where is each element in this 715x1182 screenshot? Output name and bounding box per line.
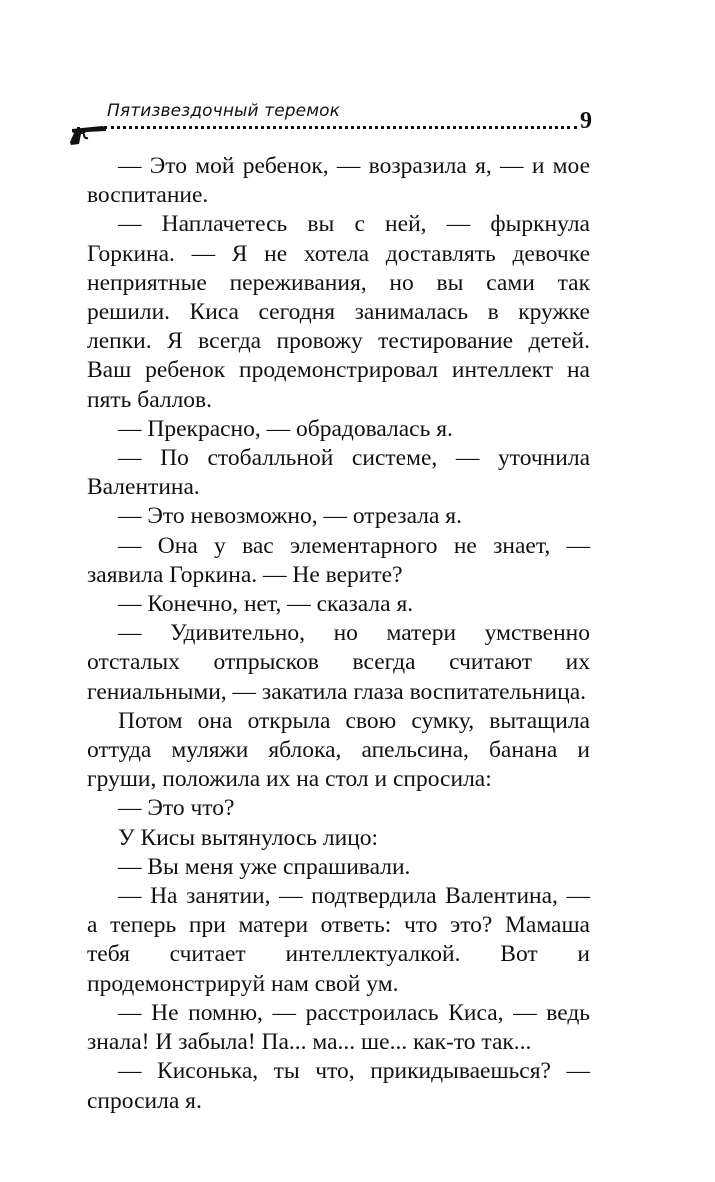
paragraph: У Кисы вытянулось лицо:: [118, 824, 379, 851]
paragraph: — Прекрасно, — обрадовалась я.: [118, 415, 453, 442]
paragraph: — Конечно, нет, — сказала я.: [118, 591, 414, 618]
page-number: 9: [580, 108, 592, 134]
paragraph: — Удивительно, но матери умственно отсталых отпрысков всегда считают их гениальными, — закатила глаза воспитательница.: [87, 620, 590, 705]
paragraph: — Она у вас элементарного не знает, — заявила Горкина. — Не верите?: [87, 532, 590, 588]
paragraph: — По стобалльной системе, — уточнила Валентина.: [87, 445, 590, 501]
paragraph: — Наплачетесь вы с ней, — фыркнула Горкина. — Я не хотела доставлять девочке неприятные переживания, но вы сами так решили. Киса сегодня занималась в кружке лепки. Я всегда провожу тестирование детей. Ваш ребенок продемонстрировал интеллект на пять баллов.: [87, 211, 590, 413]
header-dotted-rule: [104, 126, 577, 129]
body-text: [87, 152, 590, 1116]
paragraph: — На занятии, — подтвердила Валентина, — а теперь при матери ответь: что это? Мамаша тебя считает интеллектуалкой. Вот и продемонстрируй нам свой ум.: [87, 883, 590, 997]
paragraph: Потом она открыла свою сумку, вытащила оттуда муляжи яблока, апельсина, банана и груши, положила их на стол и спросила:: [87, 707, 590, 793]
revolver-icon: [68, 120, 108, 146]
running-head-title: Пятизвездочный теремок: [107, 101, 341, 121]
paragraph: — Это мой ребенок, — возразила я, — и мое воспитание.: [87, 153, 590, 209]
paragraph: — Это что?: [118, 795, 235, 822]
paragraph: — Вы меня уже спрашивали.: [118, 853, 411, 880]
paragraph: — Это невозможно, — отрезала я.: [118, 503, 462, 530]
paragraph: — Не помню, — расстроилась Киса, — ведь знала! И забыла! Па... ма... ше... как-то так...: [87, 999, 590, 1056]
paragraph: — Кисонька, ты что, прикидываешься? — спросила я.: [87, 1058, 590, 1114]
